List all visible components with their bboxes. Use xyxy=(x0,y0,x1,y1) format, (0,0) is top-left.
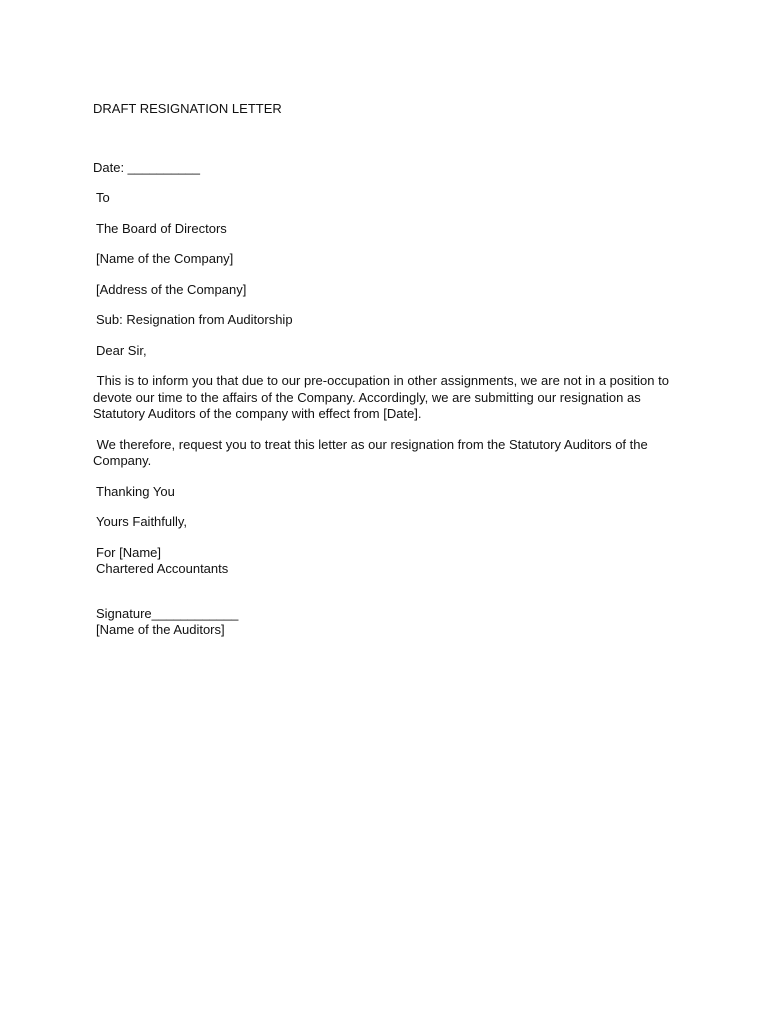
body-paragraph-1-text: This is to inform you that due to our pre-occupation in other assignments, we are not in a position to devote our time to the affairs of the Company. Accordingly, we are submitting our resignation as Statutory Auditors of the company with effect from [Date]. xyxy=(93,373,669,421)
company-address-line: [Address of the Company] xyxy=(96,281,247,297)
to-line: To xyxy=(96,190,110,205)
signature-line: Signature____________ xyxy=(96,605,239,621)
date-line: Date: __________ xyxy=(93,159,200,175)
closing-line: Yours Faithfully, xyxy=(96,514,188,529)
body-paragraph-2 xyxy=(93,437,678,470)
addressee-line: The Board of Directors xyxy=(96,220,227,236)
auditor-name-line: [Name of the Auditors] xyxy=(96,622,225,637)
letter-body xyxy=(93,101,678,639)
for-name-line: For [Name] xyxy=(96,544,162,560)
subject-line: Sub: Resignation from Auditorship xyxy=(96,312,293,327)
salutation-line: Dear Sir, xyxy=(96,342,147,358)
body-paragraph-2-text: We therefore, request you to treat this letter as our resignation from the Statutory Auditors of the Company. xyxy=(93,436,648,468)
body-paragraph-1 xyxy=(93,373,678,423)
firm-type-line: Chartered Accountants xyxy=(96,561,229,576)
thanks-line: Thanking You xyxy=(96,483,175,499)
company-name-line: [Name of the Company] xyxy=(96,251,234,266)
letter-title: DRAFT RESIGNATION LETTER xyxy=(93,101,282,116)
